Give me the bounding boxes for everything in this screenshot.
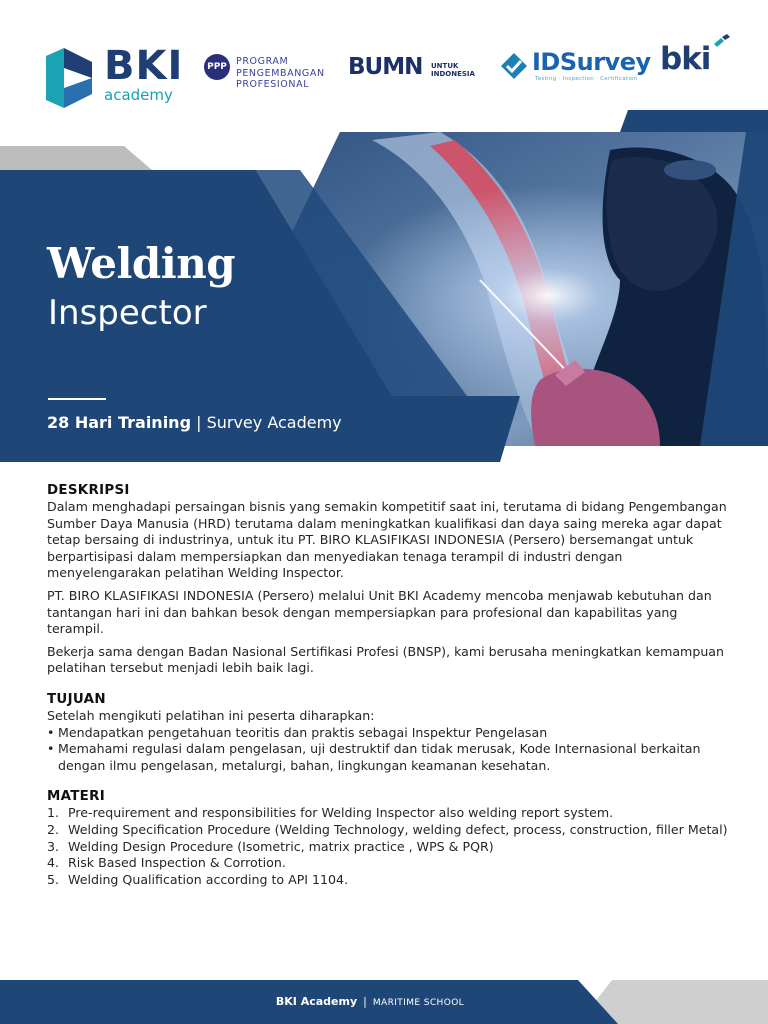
page-footer (0, 980, 768, 1024)
ppp-line-2: PENGEMBANGAN (236, 67, 325, 79)
deskripsi-paragraph-3: Bekerja sama dengan Badan Nasional Sertifikasi Profesi (BNSP), kami berusaha meningkatkan kemampuan pelatihan tersebut menjadi lebih baik lagi. (47, 643, 725, 676)
section-title-tujuan: TUJUAN (47, 691, 106, 707)
list-item (47, 872, 737, 889)
course-content (47, 482, 737, 902)
training-days: 28 Hari Training (47, 413, 192, 432)
list-number: 3. (47, 838, 60, 854)
course-title-main: Welding (47, 239, 236, 288)
list-text: Risk Based Inspection & Corrotion. (68, 855, 286, 871)
bumn-tag-line-1: UNTUK (431, 62, 459, 70)
list-item (47, 805, 737, 822)
idsurvey-logo-tagline: Testing · Inspection · Certification (535, 76, 638, 82)
section-tujuan (47, 691, 737, 774)
bki-logo-subtitle: academy (104, 86, 173, 104)
ppp-logo-text (236, 56, 325, 91)
list-text: Pre-requirement and responsibilities for Welding Inspector also welding report system. (68, 805, 614, 821)
section-title-deskripsi: DESKRIPSI (47, 483, 130, 498)
section-deskripsi (47, 482, 737, 677)
navy-top-right-band (620, 110, 768, 132)
bki-corporate-logo-icon (712, 34, 732, 50)
list-item: • Memahami regulasi dalam pengelasan, uji destruktif dan tidak merusak, Kode Internasional berkaitan dengan ilmu pengelasan, metalurgi, bahan, lingkungan keamanan kesehatan. (47, 741, 737, 774)
section-materi (47, 788, 737, 888)
footer-school: MARITIME SCHOOL (372, 998, 465, 1008)
ppp-line-1: PROGRAM (236, 56, 289, 67)
list-number: 4. (47, 855, 60, 871)
bumn-tag-line-2: INDONESIA (431, 70, 475, 79)
training-duration (47, 413, 342, 432)
course-title-sub: Inspector (48, 293, 207, 333)
footer-label (0, 995, 740, 1008)
title-divider (48, 398, 106, 400)
list-item: • Mendapatkan pengetahuan teoritis dan praktis sebagai Inspektur Pengelasan (47, 725, 737, 742)
section-title-materi: MATERI (47, 789, 106, 805)
bumn-logo-tagline (431, 62, 475, 78)
tujuan-intro: Setelah mengikuti pelatihan ini peserta diharapkan: (47, 707, 375, 723)
footer-brand: BKI Academy (275, 995, 358, 1008)
bki-logo-word: BKI (104, 43, 184, 89)
training-provider: | Survey Academy (191, 413, 342, 432)
grey-accent-shape (0, 146, 152, 170)
list-number: 2. (47, 821, 60, 837)
idsurvey-logo-word: IDSurvey (532, 48, 651, 76)
list-number: 5. (47, 871, 60, 887)
list-item (47, 839, 737, 856)
bki-academy-logo-icon (46, 48, 96, 108)
list-item (47, 855, 737, 872)
ppp-badge-icon: PPP (204, 54, 230, 80)
deskripsi-paragraph-1: Dalam menghadapi persaingan bisnis yang semakin kompetitif saat ini, terutama di bidang Pengembangan Sumber Daya Manusia (HRD) terutama dalam meningkatkan kualifikasi dan daya saing mereka agar dapat tetap bersaing di industrinya, untuk itu PT. BIRO KLASIFIKASI INDONESIA (Persero) bersemangat untuk berpartisipasi dalam mempersiapkan dan menyediakan tenaga terampil di industri dengan menyelengarakan pelatihan Welding Inspector. (47, 499, 727, 581)
materi-list (47, 805, 737, 888)
bumn-logo-word: BUMN (348, 54, 423, 80)
list-number: 1. (47, 805, 60, 821)
list-text: Welding Qualification according to API 1104. (68, 871, 349, 887)
list-item (47, 822, 737, 839)
footer-separator: | (363, 995, 367, 1008)
idsurvey-logo-icon (500, 52, 528, 80)
tujuan-list (47, 725, 737, 775)
list-text: Welding Specification Procedure (Welding Technology, welding defect, process, construction, filler Metal) (68, 821, 728, 837)
bki-corporate-logo-word: bki (660, 41, 711, 77)
list-text: Welding Design Procedure (Isometric, matrix practice , WPS & PQR) (68, 838, 494, 854)
deskripsi-paragraph-2: PT. BIRO KLASIFIKASI INDONESIA (Persero) melalui Unit BKI Academy mencoba menjawab kebutuhan dan tantangan hari ini dan bahkan besok dengan mempersiapkan para profesional dan kapabilitas yang terampil. (47, 587, 712, 637)
ppp-line-3: PROFESIONAL (236, 79, 310, 91)
